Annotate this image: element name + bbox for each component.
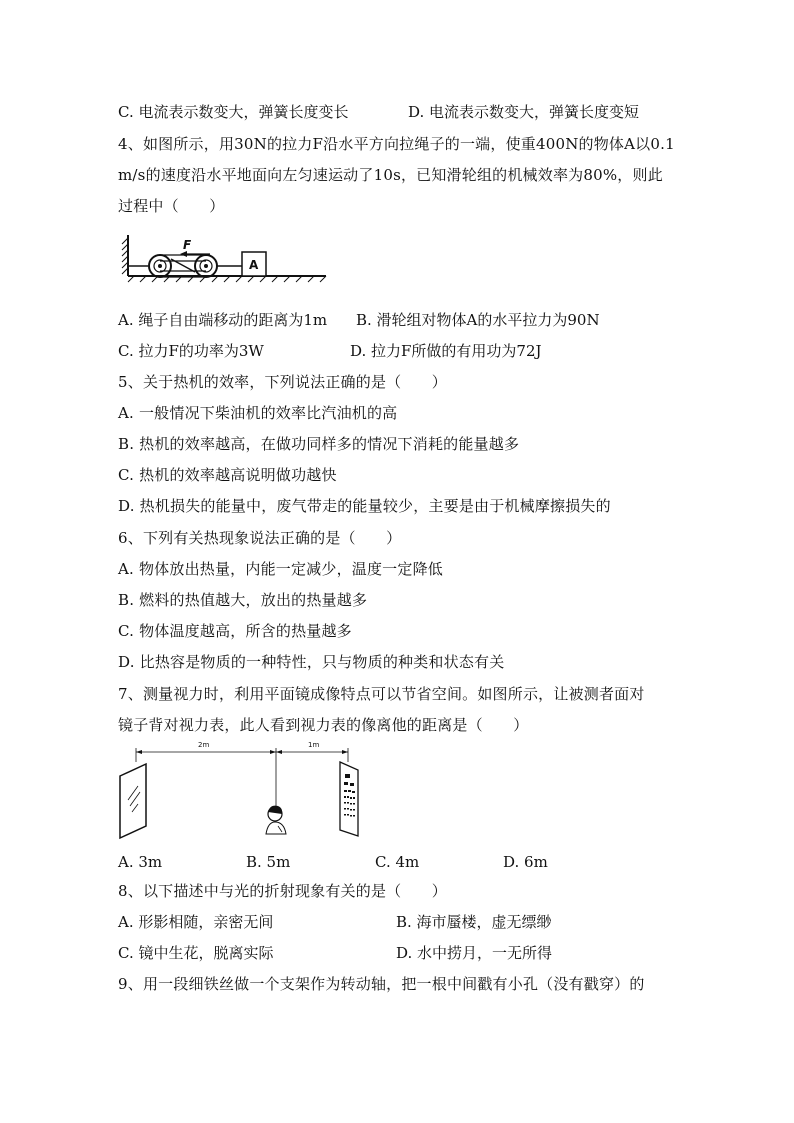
q7-eye-test-figure [112, 740, 372, 844]
q6-option-d: D. 比热容是物质的一种特性，只与物质的种类和状态有关 [118, 653, 505, 671]
q7-options-row [118, 852, 678, 872]
q7-option-d: D. 6m [503, 853, 548, 871]
q6-option-a: A. 物体放出热量，内能一定减少，温度一定降低 [118, 560, 443, 578]
q5-option-d: D. 热机损失的能量中，废气带走的能量较少，主要是由于机械摩擦损失的 [118, 497, 611, 515]
q5-option-c: C. 热机的效率越高说明做功越快 [118, 466, 337, 484]
q8-option-d: D. 水中捞月，一无所得 [396, 944, 553, 962]
q5-stem: 5、关于热机的效率，下列说法正确的是（ ） [118, 373, 447, 391]
q8-stem: 8、以下描述中与光的折射现象有关的是（ ） [118, 882, 447, 900]
q4-option-a: A. 绳子自由端移动的距离为1m [118, 311, 328, 329]
q5-option-a: A. 一般情况下柴油机的效率比汽油机的高 [118, 404, 398, 422]
q7-dist-right-label: 1m [308, 741, 320, 749]
q7-dist-left-label: 2m [198, 741, 210, 749]
q3-option-c: C. 电流表示数变大，弹簧长度变长 [118, 103, 349, 121]
q4-block-label: A [249, 258, 259, 272]
q7-option-b: B. 5m [246, 853, 291, 871]
q7-option-a: A. 3m [118, 853, 163, 871]
q9-stem-line1: 9、用一段细铁丝做一个支架作为转动轴，把一根中间戳有小孔（没有戳穿）的 [118, 975, 645, 993]
q6-option-b: B. 燃料的热值越大，放出的热量越多 [118, 591, 368, 609]
q5-option-b: B. 热机的效率越高，在做功同样多的情况下消耗的能量越多 [118, 435, 520, 453]
q4-option-c: C. 拉力F的功率为3W [118, 342, 264, 360]
q3-option-d: D. 电流表示数变大，弹簧长度变短 [408, 103, 640, 121]
q6-option-c: C. 物体温度越高，所含的热量越多 [118, 622, 352, 640]
q6-stem: 6、下列有关热现象说法正确的是（ ） [118, 529, 402, 547]
q8-option-b: B. 海市蜃楼，虚无缥缈 [396, 913, 552, 931]
q4-pulley-figure [120, 232, 332, 284]
q4-option-b: B. 滑轮组对物体A的水平拉力为90N [356, 311, 600, 329]
q7-stem-line2: 镜子背对视力表，此人看到视力表的像离他的距离是（ ） [118, 716, 529, 734]
q4-option-d: D. 拉力F所做的有用功为72J [350, 342, 542, 360]
q3-options-row-cd [118, 102, 678, 122]
q8-option-a: A. 形影相随，亲密无间 [118, 913, 274, 931]
q7-stem-line1: 7、测量视力时，利用平面镜成像特点可以节省空间。如图所示，让被测者面对 [118, 685, 645, 703]
q8-options-row-cd [118, 943, 678, 963]
q4-stem-line3: 过程中（ ） [118, 197, 225, 215]
q7-option-c: C. 4m [375, 853, 420, 871]
q4-options-row-ab [118, 310, 678, 330]
q4-options-row-cd [118, 341, 678, 361]
q4-force-label: F [183, 238, 192, 252]
q8-option-c: C. 镜中生花，脱离实际 [118, 944, 274, 962]
q4-stem-line1: 4、如图所示，用30N的拉力F沿水平方向拉绳子的一端，使重400N的物体A以0.1 [118, 135, 675, 153]
q8-options-row-ab [118, 912, 678, 932]
q4-stem-line2: m/s的速度沿水平地面向左匀速运动了10s，已知滑轮组的机械效率为80%，则此 [118, 166, 663, 184]
